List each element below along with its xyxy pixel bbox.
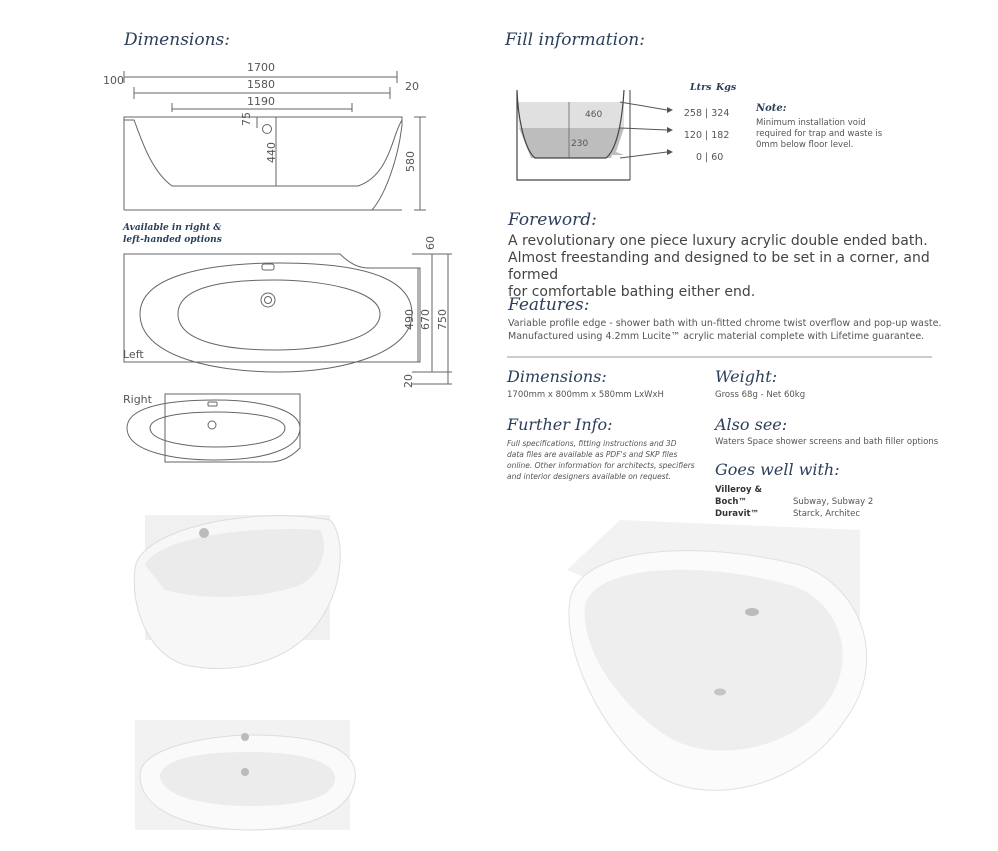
dim-75-label: 75 [240, 112, 253, 126]
fill-row: 120 | 182 [683, 130, 730, 141]
left-label: Left [123, 348, 144, 361]
weight-text: Gross 68g - Net 60kg [715, 390, 806, 400]
bath-render-bottom [135, 720, 355, 830]
fill-level-460: 460 [585, 110, 603, 120]
further-info-heading: Further Info: [507, 415, 613, 434]
dim-580-label: 580 [404, 151, 417, 172]
note-text: Minimum installation void required for trap and waste is 0mm below floor level. [756, 118, 883, 150]
fill-info-heading: Fill information: [505, 30, 645, 50]
dim-20-top-label: 20 [405, 80, 419, 93]
fill-col-kgs: Kgs [716, 82, 737, 93]
dim-440-label: 440 [265, 142, 278, 163]
goes-well-heading: Goes well with: [715, 460, 840, 479]
dim-1580-label: 1580 [247, 78, 275, 91]
note-title: Note: [756, 103, 787, 114]
dim-750-label: 750 [436, 309, 449, 330]
goes-well-row: Villeroy & Boch™ Subway, Subway 2 [715, 485, 874, 507]
also-see-heading: Also see: [715, 415, 788, 434]
dim-100-label: 100 [103, 74, 124, 87]
bath-render-left [134, 515, 340, 669]
fill-row: 258 | 324 [683, 108, 730, 119]
further-info-text: Full specifications, fitting instructions and 3D data files are available as PDF's and SKP files online. Other information for architects, specifiers and interior designers available on request. [507, 439, 695, 481]
goes-well-list [715, 484, 873, 520]
also-see-text: Waters Space shower screens and bath filler options [715, 437, 939, 447]
dim-1700-label: 1700 [247, 61, 275, 74]
goes-well-row: Duravit™ Starck, Architec [715, 509, 861, 519]
features-heading: Features: [508, 295, 590, 315]
foreword-text: A revolutionary one piece luxury acrylic double ended bath. Almost freestanding and designed to be set in a corner, and formed for comfortable bathing either end. [508, 233, 930, 300]
fill-col-ltrs: Ltrs [690, 82, 712, 93]
right-label: Right [123, 393, 152, 406]
dimensions-drawing-heading: Dimensions: [124, 30, 230, 50]
dim-490-label: 490 [403, 309, 416, 330]
dim-20-bottom-label: 20 [402, 374, 415, 388]
fill-table [680, 103, 729, 169]
fill-row: 0 | 60 [695, 152, 724, 163]
dim-670-label: 670 [419, 309, 432, 330]
features-text: Variable profile edge - shower bath with un-fitted chrome twist overflow and pop-up waste. Manufactured using 4.2mm Lucite™ acrylic material complete with Lifetime guarantee. [508, 318, 942, 342]
dim-60-label: 60 [424, 236, 437, 250]
bath-render-right [567, 520, 867, 790]
fill-level-230: 230 [571, 139, 589, 149]
dimensions-text: 1700mm x 800mm x 580mm LxWxH [507, 390, 664, 400]
dimensions-heading: Dimensions: [507, 367, 607, 386]
foreword-heading: Foreword: [508, 210, 597, 230]
available-note: Available in right & left-handed options [123, 223, 222, 245]
dim-1190-label: 1190 [247, 95, 275, 108]
weight-heading: Weight: [715, 367, 778, 386]
